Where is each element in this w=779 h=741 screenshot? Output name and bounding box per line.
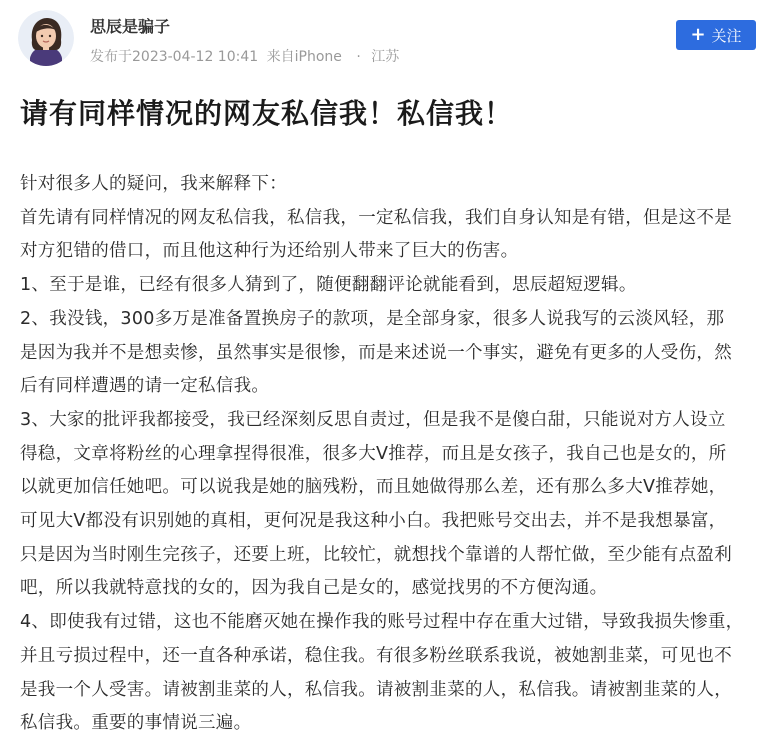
body-line: 得稳，文章将粉丝的心理拿捏得很准，很多大V推荐，而且是女孩子，我自己也是女的，所	[20, 443, 727, 464]
body-line: 1、至于是谁，已经有很多人猜到了，随便翻翻评论就能看到，思辰超短逻辑。	[20, 275, 637, 296]
body-line: 私信我。重要的事情说三遍。	[20, 713, 252, 734]
post-location: 江苏	[371, 49, 400, 65]
body-line: 只是因为当时刚生完孩子，还要上班，比较忙，就想找个靠谱的人帮忙做，至少能有点盈利	[20, 544, 732, 565]
body-line: 2、我没钱，300多万是准备置换房子的款项，是全部身家，很多人说我写的云淡风轻，那	[20, 308, 725, 329]
body-line: 对方犯错的借口，而且他这种行为还给别人带来了巨大的伤害。	[20, 241, 519, 262]
author-name[interactable]: 思辰是骗子	[90, 17, 171, 36]
body-line: 是因为我并不是想卖惨，虽然事实是很惨，而是来述说一个事实，避免有更多的人受伤，然	[20, 342, 732, 363]
post-source: 来自iPhone	[266, 49, 342, 65]
body-line: 4、即使我有过错，这也不能磨灭她在操作我的账号过程中存在重大过错，导致我损失惨重，	[20, 612, 744, 633]
body-line: 是我一个人受害。请被割韭菜的人，私信我。请被割韭菜的人，私信我。请被割韭菜的人，	[20, 679, 732, 700]
body-line: 可见大V都没有识别她的真相，更何况是我这种小白。我把账号交出去，并不是我想暴富，	[20, 511, 727, 532]
avatar-cartoon-woman-icon	[18, 10, 74, 66]
body-line: 吧，所以我就特意找的女的，因为我自己是女的，感觉找男的不方便沟通。	[20, 578, 608, 599]
meta-separator: ·	[356, 49, 361, 65]
post-title: 请有同样情况的网友私信我！私信我！	[20, 97, 514, 130]
follow-button[interactable]	[676, 20, 756, 50]
post-meta	[90, 46, 403, 66]
body-line: 针对很多人的疑问，我来解释下：	[20, 174, 287, 194]
publish-time: 发布于2023-04-12 10:41	[90, 49, 259, 65]
body-line: 以就更加信任她吧。可以说我是她的脑残粉，而且她做得那么差，还有那么多大V推荐她，	[20, 477, 727, 498]
body-line: 首先请有同样情况的网友私信我，私信我，一定私信我，我们自身认知是有错，但是这不是	[20, 207, 732, 228]
body-line: 后有同样遭遇的请一定私信我。	[20, 376, 270, 397]
body-line: 3、大家的批评我都接受，我已经深刻反思自责过，但是我不是傻白甜，只能说对方人设立	[20, 409, 726, 430]
avatar[interactable]	[18, 10, 74, 66]
plus-icon: +	[690, 24, 706, 45]
post-header	[0, 0, 779, 80]
post-body	[20, 168, 762, 741]
follow-button-label: 关注	[711, 26, 742, 45]
body-line: 并且亏损过程中，还一直各种承诺，稳住我。有很多粉丝联系我说，被她割韭菜，可见也不	[20, 645, 732, 666]
